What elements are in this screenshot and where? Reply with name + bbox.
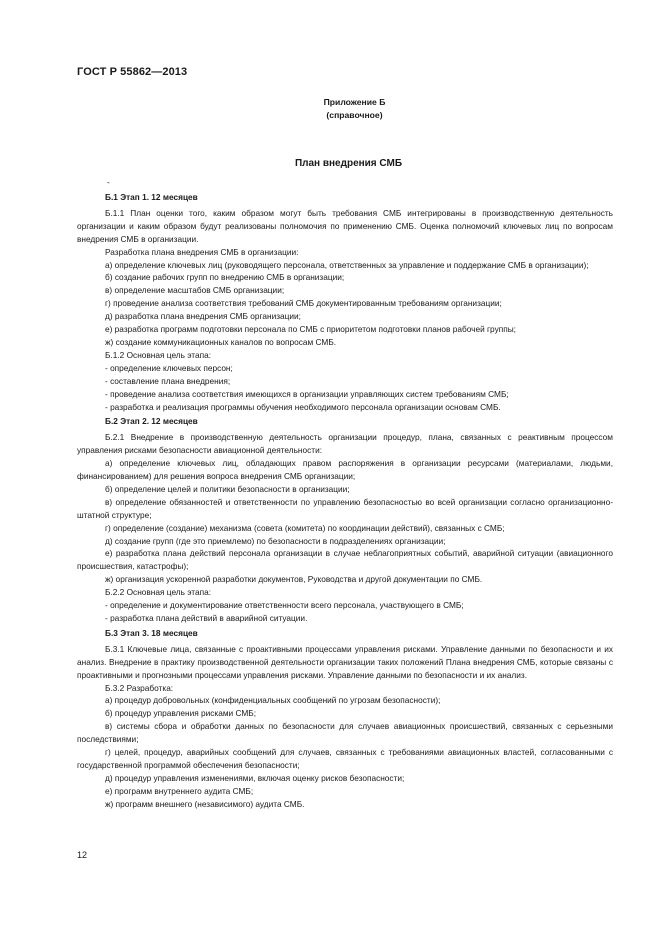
list-item: б) определение целей и политики безопасности в организации; <box>105 483 350 494</box>
list-item: д) создание групп (где это приемлемо) по безопасности в подразделениях организации; <box>105 535 446 546</box>
list-item: е) разработка программ подготовки персонала по СМБ с приоритетом подготовки планов рабочей группы; <box>105 324 516 335</box>
stage-heading: Б.3 Этап 3. 18 месяцев <box>105 627 198 638</box>
list-item: а) процедур добровольных (конфиденциальных сообщений по угрозам безопасности); <box>105 695 441 706</box>
paragraph: Б.1.1 План оценки того, каким образом могут быть требования СМБ интегрированы в производственную деятельность организации и каким образом будут реализованы полномочия по применению СМБ. Оценка полномочий ключевых лиц по вопросам внедрения СМБ в организации. <box>77 207 613 244</box>
list-item: е) разработка плана действий персонала организации в случае неблагоприятных событий, аварийной ситуации (авиационного происшествия, катастрофы); <box>77 548 613 572</box>
list-item: - составление плана внедрения; <box>105 375 231 386</box>
document-code-header: ГОСТ Р 55862—2013 <box>77 66 188 78</box>
list-item: в) определение масштабов СМБ организации; <box>105 285 285 296</box>
list-item: - разработка и реализация программы обучения необходимого персонала организации основам СМБ. <box>105 401 501 412</box>
list-item: - определение и документирование ответственности всего персонала, участвующего в СМБ; <box>105 600 464 611</box>
list-item: г) целей, процедур, аварийных сообщений для случаев, связанных с требованиями авиационных властей, согласованными с государственной программой обеспечения безопасности; <box>77 747 613 770</box>
list-item: - определение ключевых персон; <box>105 362 233 373</box>
annex-note: (справочное) <box>326 110 383 120</box>
list-item: д) разработка плана внедрения СМБ организации; <box>105 311 301 322</box>
paragraph: Б.2.2 Основная цель этапа: <box>105 587 212 598</box>
list-item: а) определение ключевых лиц, обладающих правом распоряжения в организации ресурсами (материалами, людьми, финансированием) для решения вопроса внедрения СМБ организации; <box>77 458 613 482</box>
paragraph: Б.3.2 Разработка: <box>105 682 174 693</box>
paragraph: Б.1.2 Основная цель этапа: <box>105 349 212 360</box>
section-title: План внедрения СМБ <box>294 158 403 169</box>
list-item: д) процедур управления изменениями, включая оценку рисков безопасности; <box>105 772 405 783</box>
list-item: б) процедур управления рисками СМБ; <box>105 708 257 719</box>
annex-label: Приложение Б <box>323 97 386 107</box>
list-item: - разработка плана действий в аварийной ситуации. <box>105 613 308 623</box>
annex-heading <box>0 96 661 122</box>
stage-heading: Б.2 Этап 2. 12 месяцев <box>105 416 198 427</box>
list-item: - проведение анализа соответствия имеющихся в организации управляющих систем требованиям СМБ; <box>105 388 509 399</box>
list-item: в) системы сбора и обработки данных по безопасности для случаев авиационных происшествий, связанных с серьезными последствиями; <box>77 721 613 745</box>
paragraph: Б.3.1 Ключевые лица, связанные с проактивными процессами управления рисками. Управление данными по безопасности и их анализ. Внедрение в практику производственной деятельности организации таких положений Плана внедрения СМБ, которые связаны с проактивными и прогнозными процессами управления рисками. Управление данными по безопасности и их анализ. <box>77 643 613 680</box>
list-item: ж) создание коммуникационных каналов по вопросам СМБ. <box>105 336 337 347</box>
list-item: в) определение обязанностей и ответственности по управлению безопасностью во всей организации согласно организационно-штатной структуре; <box>77 496 613 520</box>
list-item: ж) программ внешнего (независимого) аудита СМБ. <box>105 798 305 809</box>
stray-mark: ‐ <box>107 178 110 187</box>
list-item: г) определение (создание) механизма (совета (комитета) по координации действий), связанных с СМБ; <box>105 522 505 533</box>
list-item: г) проведение анализа соответствия требований СМБ документированным требованиям организации; <box>105 298 502 309</box>
paragraph: Б.2.1 Внедрение в производственную деятельность организации процедур, плана, связанных с реактивным процессом управления рисками безопасности авиационной деятельности: <box>77 432 613 456</box>
document-body <box>77 189 613 811</box>
page-number: 12 <box>77 850 88 860</box>
list-item: а) определение ключевых лиц (руководящего персонала, ответственных за управление и поддержание СМБ в организации); <box>105 259 589 270</box>
paragraph: Разработка плана внедрения СМБ в организации: <box>105 246 299 257</box>
list-item: б) создание рабочих групп по внедрению СМБ в организации; <box>105 272 345 283</box>
stage-heading: Б.1 Этап 1. 12 месяцев <box>105 192 198 202</box>
list-item: ж) организация ускоренной разработки документов, Руководства и другой документации по СМБ. <box>105 574 483 585</box>
list-item: е) программ внутреннего аудита СМБ; <box>105 785 254 796</box>
